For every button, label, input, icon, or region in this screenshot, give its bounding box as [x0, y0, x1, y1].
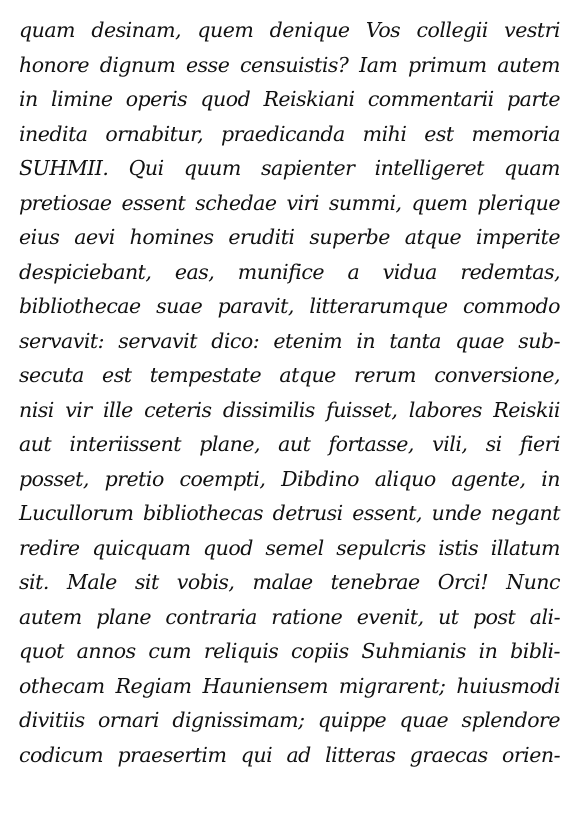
text-line: despiciebant, eas, munifice a vidua redemtas,	[19, 259, 560, 284]
text-line: honore dignum esse censuistis? Iam primum autem	[19, 52, 560, 77]
text-line: Lucullorum bibliothecas detrusi essent, unde negant	[19, 501, 560, 525]
text-line: secuta est tempestate atque rerum conversione,	[19, 363, 560, 387]
text-line: redire quicquam quod semel sepulcris istis illatum	[19, 535, 560, 560]
text-line: codicum praesertim qui ad litteras graecas orien-	[19, 742, 560, 767]
text-line: in limine operis quod Reiskiani commentarii parte	[19, 87, 560, 111]
text-line: posset, pretio coempti, Dibdino aliquo agente, in	[19, 466, 560, 491]
text-line: SUHMII. Qui quum sapienter intelligeret quam	[19, 156, 560, 180]
text-line: aut interiissent plane, aut fortasse, vili, si fieri	[19, 432, 560, 456]
text-line: quot annos cum reliquis copiis Suhmianis in bibli-	[19, 639, 560, 663]
text-line: quam desinam, quem denique Vos collegii vestri	[19, 18, 560, 42]
text-line: othecam Regiam Hauniensem migrarent; huiusmodi	[19, 673, 560, 698]
text-line: autem plane contraria ratione evenit, ut post ali-	[19, 604, 560, 629]
text-line: pretiosae essent schedae viri summi, quem plerique	[19, 190, 560, 215]
text-line: eius aevi homines eruditi superbe atque imperite	[19, 225, 560, 249]
text-line: bibliothecae suae paravit, litterarumque commodo	[19, 294, 560, 318]
text-line: nisi vir ille ceteris dissimilis fuisset, labores Reiskii	[19, 397, 560, 422]
text-line: inedita ornabitur, praedicanda mihi est memoria	[19, 121, 560, 146]
text-line: divitiis ornari dignissimam; quippe quae splendore	[19, 708, 560, 732]
body-text	[19, 13, 560, 772]
text-line: servavit: servavit dico: etenim in tanta quae sub-	[19, 328, 560, 353]
text-line: sit. Male sit vobis, malae tenebrae Orci! Nunc	[19, 570, 560, 594]
